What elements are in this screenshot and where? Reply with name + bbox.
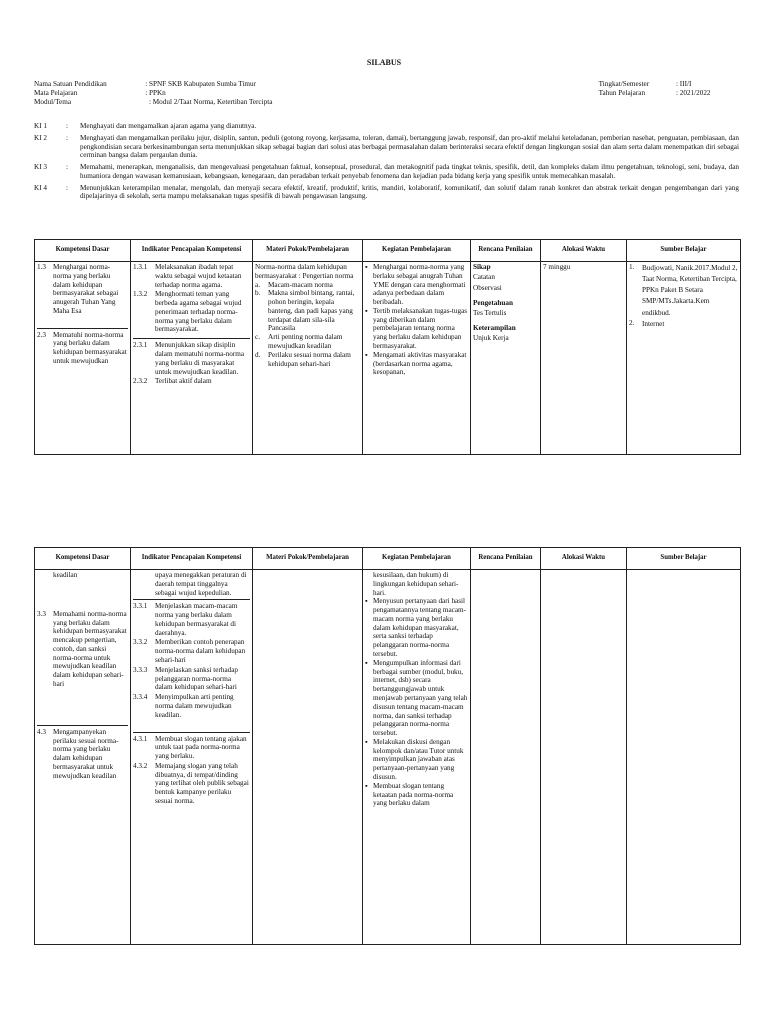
meta-label: Tingkat/Semester	[598, 80, 650, 88]
cell-alokasi	[541, 262, 627, 455]
cell-kegiatan	[363, 262, 471, 455]
bullet-icon: ▪	[365, 658, 368, 667]
materi-letter: a.	[255, 280, 260, 289]
table-header-row	[35, 548, 741, 570]
source-text: Internet	[642, 319, 665, 328]
table-row	[35, 262, 741, 455]
bullet-icon: ▪	[365, 597, 368, 606]
column-header: Sumber Belajar	[627, 240, 741, 262]
cell-penilaian	[471, 262, 541, 455]
assessment-heading: Keterampilan	[473, 324, 516, 333]
materi-intro: Norma-norma dalam kehidupan bermasyarakat : Pengertian norma	[255, 263, 354, 280]
source-text: Budjowati, Nanik.2017.Modul 2, Taat Norma, Ketertiban Tercipta, PPKn Paket B Setara SMP/MTs.Jakarta.Kem endikbud.	[642, 264, 738, 317]
core-competencies	[34, 122, 739, 204]
kegiatan-text: Menghargai norma-norma yang berlaku sebagai anugrah Tuhan YME dengan cara menghormati adanya perbedaan dalam beribadah.	[373, 263, 466, 307]
materi-text: Arti penting norma dalam mewujudkan keadilan	[268, 333, 343, 351]
indicator-text: Terlibat aktif dalam	[155, 377, 212, 386]
bullet-icon: ▪	[365, 263, 368, 271]
meta-value: : PPKn	[145, 89, 166, 97]
column-header: Rencana Penilaian	[471, 240, 541, 262]
column-header: Alokasi Waktu	[541, 548, 627, 570]
assessment-item: Unjuk Kerja	[473, 333, 509, 342]
kegiatan-text: Tertib melaksanakan tugas-tugas yang diberikan dalam pembelajaran tentang norma yang berlaku dalam kehidupan bermasyarakat.	[373, 306, 468, 351]
kd-text: Menghargai norma-norma yang berlaku dalam kehidupan bermasyarakat sebagai anugerah Tuhan Yang Maha Esa	[53, 263, 119, 315]
indicator-number: 2.3.2	[133, 377, 148, 386]
assessment-heading: Pengetahuan	[473, 299, 513, 308]
kd-number: 3.3	[37, 609, 46, 618]
cell-kegiatan	[363, 570, 471, 945]
indicator-number: 4.3.1	[133, 734, 148, 743]
materi-letter: d.	[255, 350, 261, 359]
column-header: Kegiatan Pembelajaran	[363, 240, 471, 262]
indicator-number: 3.3.2	[133, 638, 148, 647]
cell-sumber	[627, 262, 741, 455]
indicator-number: 2.3.1	[133, 341, 148, 350]
assessment-item: Catatan	[473, 272, 495, 281]
meta-value: : SPNF SKB Kabupaten Sumba Timur	[145, 80, 257, 88]
indicator-number: 1.3.1	[133, 263, 148, 271]
indicator-text: Memajang slogan yang telah dibuatnya, di tempat/dinding yang terlihat oleh publik sebagai bentuk kampanye perilaku sesuai norma.	[155, 761, 249, 805]
cell-penilaian	[471, 570, 541, 945]
table-header-row	[35, 240, 741, 262]
ki-code: KI 4	[34, 183, 47, 192]
column-header: Kompetensi Dasar	[35, 548, 131, 570]
syllabus-table-2	[34, 547, 741, 945]
indicator-text: Menjelaskan sanksi terhadap pelanggaran norma-norma dalam kehidupan sehari-hari	[155, 665, 239, 692]
indicator-text: Menghormati teman yang berbeda agama sebagai wujud penerimaan terhadap norma-norma yang berlaku dalam bermasyarakat.	[155, 290, 242, 334]
indicator-number: 3.3.3	[133, 665, 148, 674]
indicator-number: 3.3.1	[133, 602, 148, 611]
bullet-icon: ▪	[365, 737, 368, 746]
cell-indikator	[131, 262, 253, 455]
bullet-icon: ▪	[365, 350, 368, 359]
ki-code: KI 1	[34, 122, 47, 130]
indicator-text: Memberikan contoh penerapan norma-norma dalam kehidupan sehari-hari	[155, 638, 246, 665]
kegiatan-text: Menyusun pertanyaan dari hasil pengamatannya tentang macam-macam norma yang berlaku dalam kehidupan masyarakat, serta sanksi terhadap pelanggaran norma-norma tersebut.	[373, 597, 466, 659]
indicator-text: Menunjukkan sikap disiplin dalam mematuhi norma-norma yang berlaku di masyarakat untuk mewujudkan keadilan.	[155, 341, 245, 376]
indicator-text: Menjelaskan macam-macam norma yang berlaku dalam kehidupan bermasyarakat di daerahnya.	[155, 602, 238, 637]
meta-label: Tahun Pelajaran	[598, 89, 646, 97]
meta-label: Modul/Tema	[34, 98, 72, 106]
time-allocation: 7 minggu	[543, 263, 571, 271]
kd-text: Mengampanyekan perilaku sesuai norma-norma yang berlaku dalam kehidupan bermasyarakat untuk mewujudkan keadilan	[53, 727, 119, 780]
ki-row	[34, 163, 739, 181]
indicator-number: 3.3.4	[133, 693, 148, 702]
ki-text: Menghayati dan mengamalkan ajaran agama yang dianutnya.	[80, 122, 257, 130]
kd-number: 1.3	[37, 263, 46, 271]
kegiatan-text: Mengumpulkan informasi dari berbagai sumber (modul, buku, internet, dsb) secara bertanggungjawab untuk menjawab pertanyaan yang telah disusun tentang macam-macam norma, dan sanksi terhadap pelanggaran norma-norma tersebut.	[373, 658, 468, 738]
bullet-icon: ▪	[365, 781, 368, 790]
table-row	[35, 570, 741, 945]
meta-value: : 2021/2022	[675, 89, 711, 97]
column-header: Kegiatan Pembelajaran	[363, 548, 471, 570]
syllabus-table-1	[34, 239, 741, 455]
document-title: SILABUS	[366, 58, 402, 67]
cell-alokasi	[541, 570, 627, 945]
ki-text: Menghayati dan mengamalkan perilaku jujur, disiplin, santun, peduli (gotong royong, kerjasama, toleran, damai), bertanggung jawab, responsif, dan pro-aktif melalui keteladanan, pemberian nasehat, penguatan, pembiasaan, dan pengkondisian secara berkesinambungan serta menunjukkan sikap sebagai bagian dari solusi atas berbagai permasalahan dalam berinteraksi secara efektif dengan lingkungan sosial dan alam serta dalam menempatkan diri sebagai cerminan bangsa dalam pergaulan dunia.	[80, 133, 739, 160]
ki-text: Menunjukkan keterampilan menalar, mengolah, dan menyaji secara efektif, kreatif, produktif, kritis, mandiri, kolaboratif, komunikatif, dan solutif dalam ranah konkret dan abstrak terkait dengan pengembangan dari yang dipelajarinya di sekolah, serta mampu melaksanakan tugas spesifik di bawah pengawasan langsung.	[80, 183, 739, 201]
kegiatan-text: Mengamati aktivitas masyarakat (berdasarkan norma agama, kesopanan,	[373, 350, 467, 377]
ki-code: KI 3	[34, 163, 47, 172]
indicator-continuation: upaya menegakkan peraturan di daerah tempat tinggalnya sebagai wujud kepedulian.	[155, 571, 247, 597]
source-number: 1.	[629, 263, 635, 271]
materi-letter: b.	[255, 289, 261, 298]
materi-letter: c.	[255, 333, 260, 342]
meta-value: : Modul 2/Taat Norma, Ketertiban Tercipta	[149, 98, 273, 106]
indicator-text: Membuat slogan tentang ajakan untuk taat pada norma-norma yang berlaku.	[155, 734, 247, 761]
kd-number: 2.3	[37, 330, 46, 339]
kd-number: 4.3	[37, 727, 46, 736]
ki-row	[34, 134, 739, 160]
kd-text: Mematuhi norma-norma yang berlaku dalam kehidupan bermasyarakat untuk mewujudkan	[53, 330, 127, 366]
kegiatan-continuation: kesusilaan, dan hukum) di lingkungan kehidupan sehari-hari.	[373, 571, 459, 597]
meta-label: Nama Satuan Pendidikan	[34, 80, 107, 88]
indicator-number: 4.3.2	[133, 761, 148, 770]
ki-colon: :	[66, 133, 68, 142]
column-header: Rencana Penilaian	[471, 548, 541, 570]
bullet-icon: ▪	[365, 306, 368, 315]
materi-text: Macam-macam norma	[268, 280, 333, 289]
column-header: Indikator Pencapaian Kompetensi	[131, 548, 253, 570]
kd-text: Memahami norma-norma yang berlaku dalam kehidupan bermasyarakat mencakup pengertian, contoh, dan sanksi norma-norma untuk mewujudkan keadilan dalam kehidupan sehari-hari	[53, 609, 127, 689]
meta-label: Mata Pelajaran	[34, 89, 78, 97]
column-header: Materi Pokok/Pembelajaran	[253, 240, 363, 262]
assessment-item: Tes Tertulis	[473, 308, 507, 317]
ki-row	[34, 122, 739, 131]
kd-continuation: keadilan	[53, 571, 78, 579]
ki-text: Memahami, menerapkan, menganalisis, dan mengevaluasi pengetahuan faktual, konseptual, prosedural, dan metakognitif pada tingkat teknis, spesifik, detil, dan kompleks dalam ilmu pengetahuan, teknologi, seni, budaya, dan humaniora dengan wawasan kemanusiaan, kebangsaan, kenegaraan, dan peradaban terkait penyebab fenomena dan kejadian pada bidang kerja yang spesifik untuk memecahkan masalah.	[80, 163, 739, 180]
cell-materi	[253, 262, 363, 455]
kegiatan-text: Melakukan diskusi dengan kelompok dan/atau Tutor untuk menyimpulkan jawaban atas pertanyaan-pertanyaan yang disusun.	[373, 737, 464, 781]
source-number: 2.	[629, 318, 635, 327]
ki-colon: :	[66, 183, 68, 192]
indicator-number: 1.3.2	[133, 290, 148, 299]
indicator-text: Melaksanakan ibadah tepat waktu sebagai wujud ketaatan terhadap norma agama.	[155, 263, 242, 289]
cell-kompetensi-dasar	[35, 262, 131, 455]
column-header: Alokasi Waktu	[541, 240, 627, 262]
meta-value: : III/I	[675, 80, 692, 88]
document-meta	[34, 80, 734, 107]
assessment-item: Observasi	[473, 283, 502, 292]
column-header: Kompetensi Dasar	[35, 240, 131, 262]
materi-text: Perilaku sesuai norma dalam kehidupan sehari-hari	[268, 350, 351, 368]
indicator-text: Menyimpulkan arti penting norma dalam mewujudkan keadilan.	[155, 693, 234, 719]
materi-text: Makna simbol bintang, rantai, pohon beringin, kepala banteng, dan padi kapas yang terdapat dalam sila-sila Pancasila	[268, 289, 355, 333]
column-header: Materi Pokok/Pembelajaran	[253, 548, 363, 570]
column-header: Indikator Pencapaian Kompetensi	[131, 240, 253, 262]
column-header: Sumber Belajar	[627, 548, 741, 570]
cell-sumber	[627, 570, 741, 945]
cell-materi	[253, 570, 363, 945]
ki-colon: :	[66, 163, 68, 172]
cell-indikator	[131, 570, 253, 945]
ki-row	[34, 184, 739, 202]
cell-kompetensi-dasar	[35, 570, 131, 945]
ki-code: KI 2	[34, 133, 47, 142]
kegiatan-text: Membuat slogan tentang ketaatan pada norma-norma yang berlaku dalam	[373, 781, 454, 808]
assessment-heading: Sikap	[473, 263, 491, 271]
ki-colon: :	[66, 122, 68, 130]
